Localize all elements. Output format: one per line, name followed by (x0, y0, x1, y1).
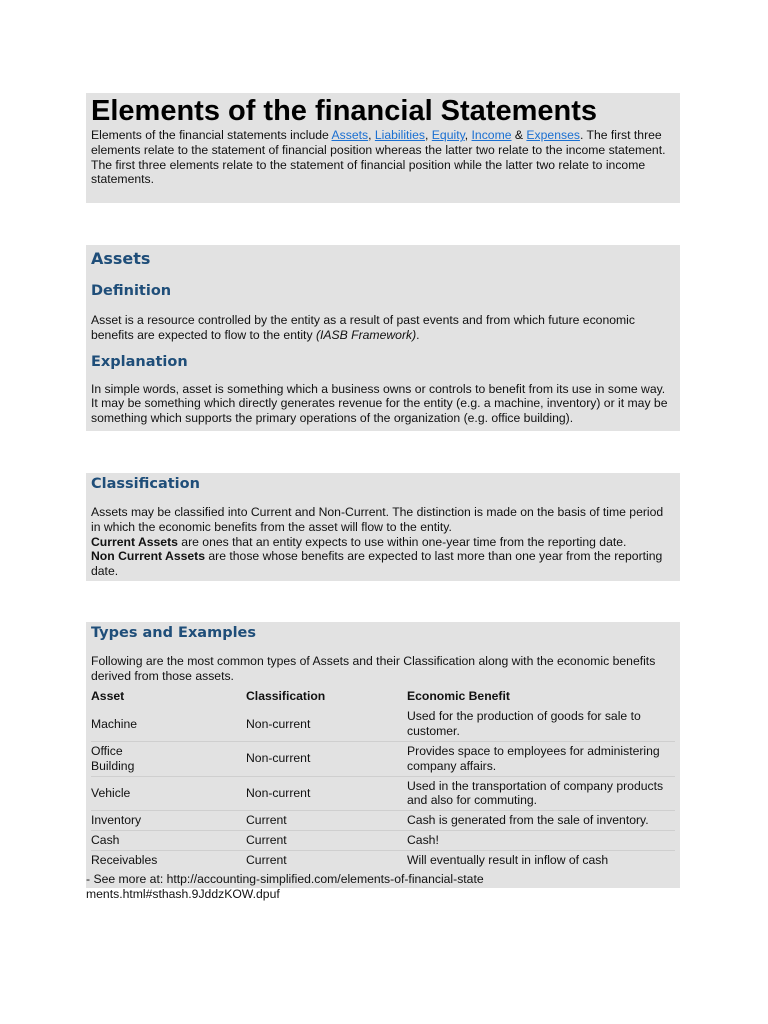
table-row (91, 830, 675, 850)
intro-section (86, 93, 680, 203)
asset-cell: Office Building (91, 741, 246, 776)
benefit-cell: Provides space to employees for administering company affairs. (407, 741, 675, 776)
column-header-classification: Classification (246, 688, 326, 703)
asset-cell: Inventory (91, 811, 246, 831)
table-row (91, 811, 675, 831)
asset-types-table (91, 686, 675, 870)
current-assets-text: Current Assets are ones that an entity expects to use within one-year time from the reporting date. (91, 534, 627, 549)
intro-paragraph-2: The first three elements relate to the statement of financial position while the latter two relate to income statements. (91, 157, 646, 187)
classification-cell: Non-current (246, 776, 407, 811)
table-row (91, 741, 675, 776)
table-row (91, 707, 675, 741)
definition-source: (IASB Framework) (315, 327, 417, 342)
column-header-benefit: Economic Benefit (407, 688, 510, 703)
asset-cell: Machine (91, 707, 246, 741)
page-title: Elements of the financial Statements (91, 95, 598, 127)
asset-cell: Receivables (91, 852, 158, 867)
assets-section (86, 245, 680, 431)
benefit-cell: Cash is generated from the sale of inventory. (407, 811, 675, 831)
types-section (86, 622, 680, 872)
table-row (91, 776, 675, 811)
definition-heading: Definition (91, 283, 172, 299)
explanation-text: In simple words, asset is something which a business owns or controls to benefit from its use in some way. It may be something which directly generates revenue for the entity (e.g. a machine, inventory) or it may be something which supports the primary operations of the organization (e.g. office building). (91, 381, 668, 426)
link-income[interactable]: Income (471, 128, 512, 142)
classification-heading: Classification (91, 476, 200, 492)
assets-heading: Assets (91, 249, 151, 268)
benefit-cell: Used in the transportation of company products and also for commuting. (407, 776, 675, 811)
classification-cell: Current (246, 830, 407, 850)
link-expenses[interactable]: Expenses (526, 128, 580, 142)
benefit-cell: Cash! (407, 830, 675, 850)
noncurrent-assets-text: Non Current Assets are those whose benefits are expected to last more than one year from the reporting date. (91, 549, 663, 579)
benefit-cell: Used for the production of goods for sale to customer. (407, 707, 675, 741)
classification-cell: Current (246, 811, 407, 831)
link-assets[interactable]: Assets (331, 128, 369, 142)
classification-cell: Non-current (246, 741, 407, 776)
classification-cell: Non-current (246, 707, 407, 741)
classification-text: Assets may be classified into Current and Non-Current. The distinction is made on the basis of time period in which the economic benefits from the asset will flow to the entity. (91, 505, 664, 534)
types-intro: Following are the most common types of Assets and their Classification along with the economic benefits derived from those assets. (91, 654, 656, 683)
asset-cell: Vehicle (91, 776, 246, 811)
see-more-text: - See more at: http://accounting-simplified.com/elements-of-financial-statements.html#sthash.9JddzKOW.dpuf (86, 872, 484, 901)
definition-text: Asset is a resource controlled by the entity as a result of past events and from which future economic benefits are expected to flow to the entity (IASB Framework). (91, 313, 635, 342)
benefit-cell: Will eventually result in inflow of cash (407, 852, 609, 867)
column-header-asset: Asset (91, 688, 125, 703)
table-row (91, 850, 675, 869)
classification-cell: Current (246, 852, 287, 867)
link-equity[interactable]: Equity (431, 128, 465, 142)
asset-cell: Cash (91, 830, 246, 850)
explanation-heading: Explanation (91, 353, 188, 370)
intro-paragraph: Elements of the financial statements include Assets, Liabilities, Equity, Income & Expenses. The first three elements relate to the statement of financial position whereas the latter two relate to the income statement. (91, 128, 666, 157)
link-liabilities[interactable]: Liabilities (374, 128, 426, 142)
classification-section (86, 473, 680, 581)
types-heading: Types and Examples (91, 625, 257, 641)
